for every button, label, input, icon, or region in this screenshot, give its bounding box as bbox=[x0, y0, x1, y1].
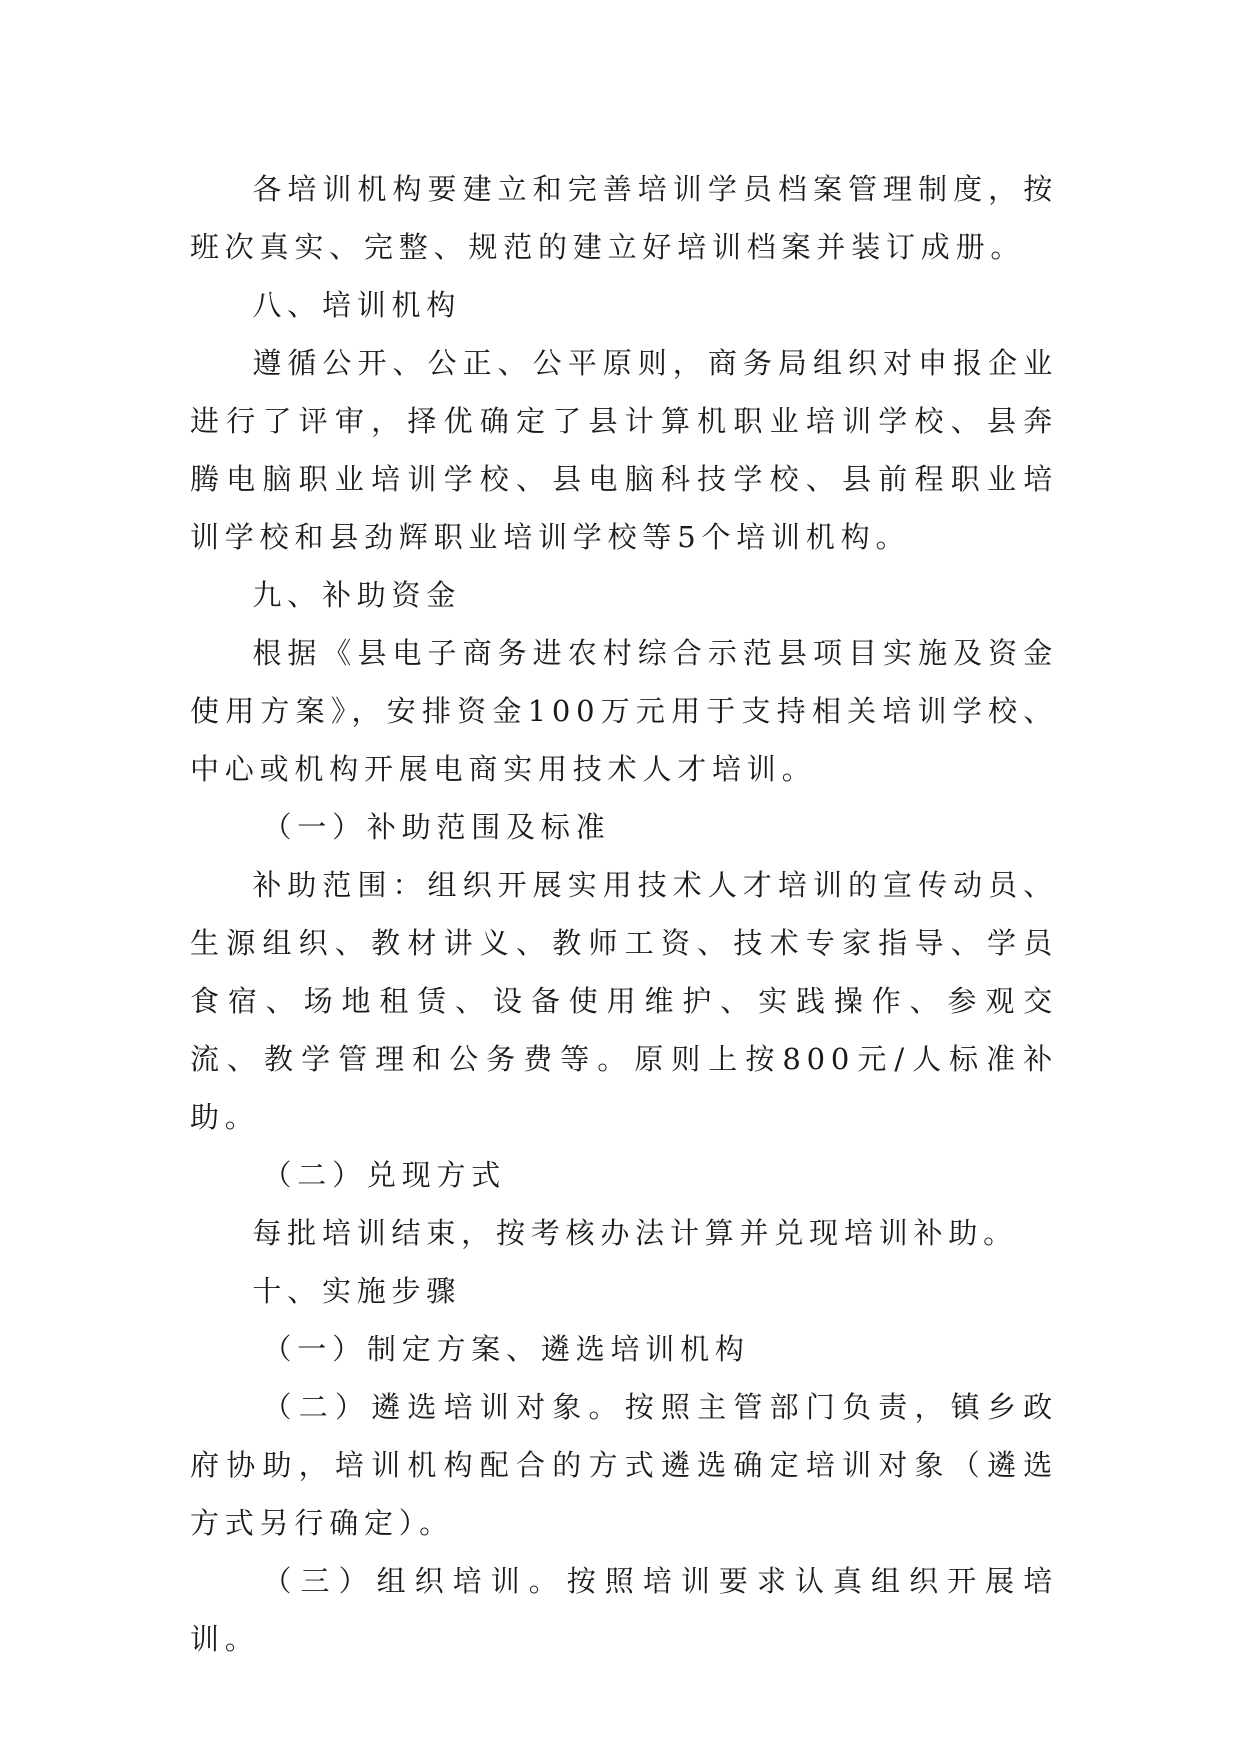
step-formulate-plan: （一）制定方案、遴选培训机构 bbox=[262, 1332, 750, 1366]
paragraph-subsidy-scope: 补助范围：组织开展实用技术人才培训的宣传动员、生源组织、教材讲义、教师工资、技术专家指导、学员食宿、场地租赁、设备使用维护、实践操作、参观交流、教学管理和公务费等。原则上按800元/人标准补助。 bbox=[190, 868, 1058, 1134]
document-body bbox=[190, 160, 1058, 1668]
step-organize-training: （三）组织培训。按照培训要求认真组织开展培训。 bbox=[190, 1564, 1058, 1656]
paragraph-payment-method: 每批培训结束，按考核办法计算并兑现培训补助。 bbox=[252, 1216, 1018, 1250]
paragraph-archive-management: 各培训机构要建立和完善培训学员档案管理制度，按班次真实、完整、规范的建立好培训档案并装订成册。 bbox=[190, 172, 1058, 264]
subheading-subsidy-scope: （一）补助范围及标准 bbox=[262, 810, 611, 844]
paragraph-institution-selection: 遵循公开、公正、公平原则，商务局组织对申报企业进行了评审，择优确定了县计算机职业培训学校、县奔腾电脑职业培训学校、县电脑科技学校、县前程职业培训学校和县劲辉职业培训学校等5个培训机构。 bbox=[190, 346, 1058, 554]
heading-subsidy-funds: 九、补助资金 bbox=[252, 578, 462, 612]
heading-implementation-steps: 十、实施步骤 bbox=[252, 1274, 462, 1308]
paragraph-funding-plan: 根据《县电子商务进农村综合示范县项目实施及资金使用方案》，安排资金100万元用于支持相关培训学校、中心或机构开展电商实用技术人才培训。 bbox=[190, 636, 1058, 786]
step-select-trainees: （二）遴选培训对象。按照主管部门负责，镇乡政府协助，培训机构配合的方式遴选确定培训对象（遴选方式另行确定）。 bbox=[190, 1390, 1058, 1540]
subheading-payment-method: （二）兑现方式 bbox=[262, 1158, 507, 1192]
heading-training-institutions: 八、培训机构 bbox=[252, 288, 462, 322]
